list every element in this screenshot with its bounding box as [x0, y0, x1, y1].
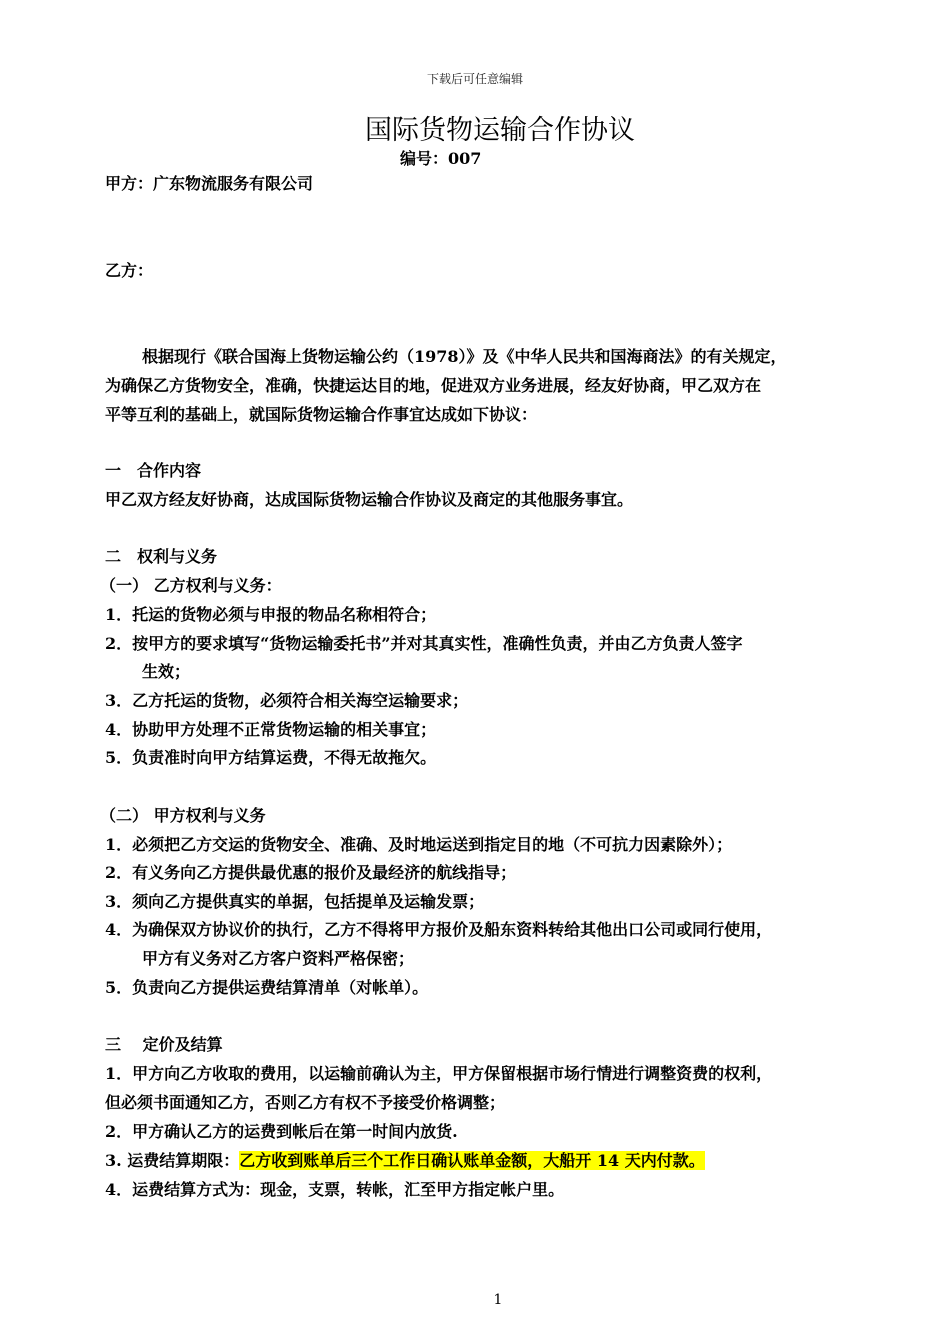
subsection-heading: （一） 乙方权利与义务：: [100, 576, 282, 595]
list-item: 1．必须把乙方交运的货物安全、准确、及时地运送到指定目的地（不可抗力因素除外）；: [105, 835, 733, 854]
page-number: 1: [493, 1292, 503, 1308]
section-2-heading: 二 权利与义务: [105, 547, 218, 566]
list-item: 3．须向乙方提供真实的单据，包括提单及运输发票；: [105, 892, 485, 911]
list-item: 1．甲方向乙方收取的费用，以运输前确认为主，甲方保留根据市场行情进行调整资费的权利，: [105, 1064, 773, 1083]
intro-line: 平等互利的基础上，就国际货物运输合作事宜达成如下协议：: [105, 405, 538, 424]
list-item-continuation: 甲方有义务对乙方客户资料严格保密；: [142, 949, 415, 968]
list-item-continuation: 但必须书面通知乙方，否则乙方有权不予接受价格调整；: [105, 1093, 506, 1112]
list-item: 4．运费结算方式为：现金，支票，转帐，汇至甲方指定帐户里。: [105, 1180, 565, 1199]
list-item: 4．为确保双方协议价的执行，乙方不得将甲方报价及船东资料转给其他出口公司或同行使用，: [105, 920, 773, 939]
section-1-heading: 一 合作内容: [105, 461, 202, 480]
header-note: 下载后可任意编辑: [426, 72, 523, 86]
list-item: 5．负责准时向甲方结算运费，不得无故拖欠。: [105, 748, 437, 767]
intro-line: 为确保乙方货物安全，准确，快捷运达目的地，促进双方业务进展，经友好协商，甲乙双方在: [105, 376, 762, 395]
intro-line: 根据现行《联合国海上货物运输公约（1978）》及《中华人民共和国海商法》的有关规定，: [142, 347, 787, 366]
list-item: 4．协助甲方处理不正常货物运输的相关事宜；: [105, 720, 437, 739]
party-b: 乙方：: [105, 261, 154, 280]
section-1-body: 甲乙双方经友好协商，达成国际货物运输合作协议及商定的其他服务事宜。: [105, 490, 634, 509]
list-item: 3．乙方托运的货物，必须符合相关海空运输要求；: [105, 691, 469, 710]
list-item: 2．有义务向乙方提供最优惠的报价及最经济的航线指导；: [105, 863, 517, 882]
document-title: 国际货物运输合作协议: [365, 115, 635, 146]
list-item-continuation: 生效；: [142, 662, 191, 681]
subsection-heading: （二） 甲方权利与义务: [100, 806, 266, 825]
list-item-payment-term: [105, 1149, 705, 1173]
list-item: 1．托运的货物必须与申报的物品名称相符合；: [105, 605, 437, 624]
party-a: 甲方：广东物流服务有限公司: [105, 174, 314, 193]
document-number: 编号：007: [400, 149, 482, 168]
list-item: 2．甲方确认乙方的运费到帐后在第一时间内放货.: [105, 1122, 458, 1141]
section-3-heading: 三 定价及结算: [105, 1035, 223, 1054]
payment-term-label: 3. 运费结算期限：: [105, 1151, 240, 1170]
list-item: 2．按甲方的要求填写“货物运输委托书”并对其真实性，准确性负责，并由乙方负责人签字: [105, 634, 743, 653]
list-item: 5．负责向乙方提供运费结算清单（对帐单）。: [105, 978, 429, 997]
payment-term-highlight: 乙方收到账单后三个工作日确认账单金额，大船开 14 天内付款。: [239, 1151, 705, 1170]
